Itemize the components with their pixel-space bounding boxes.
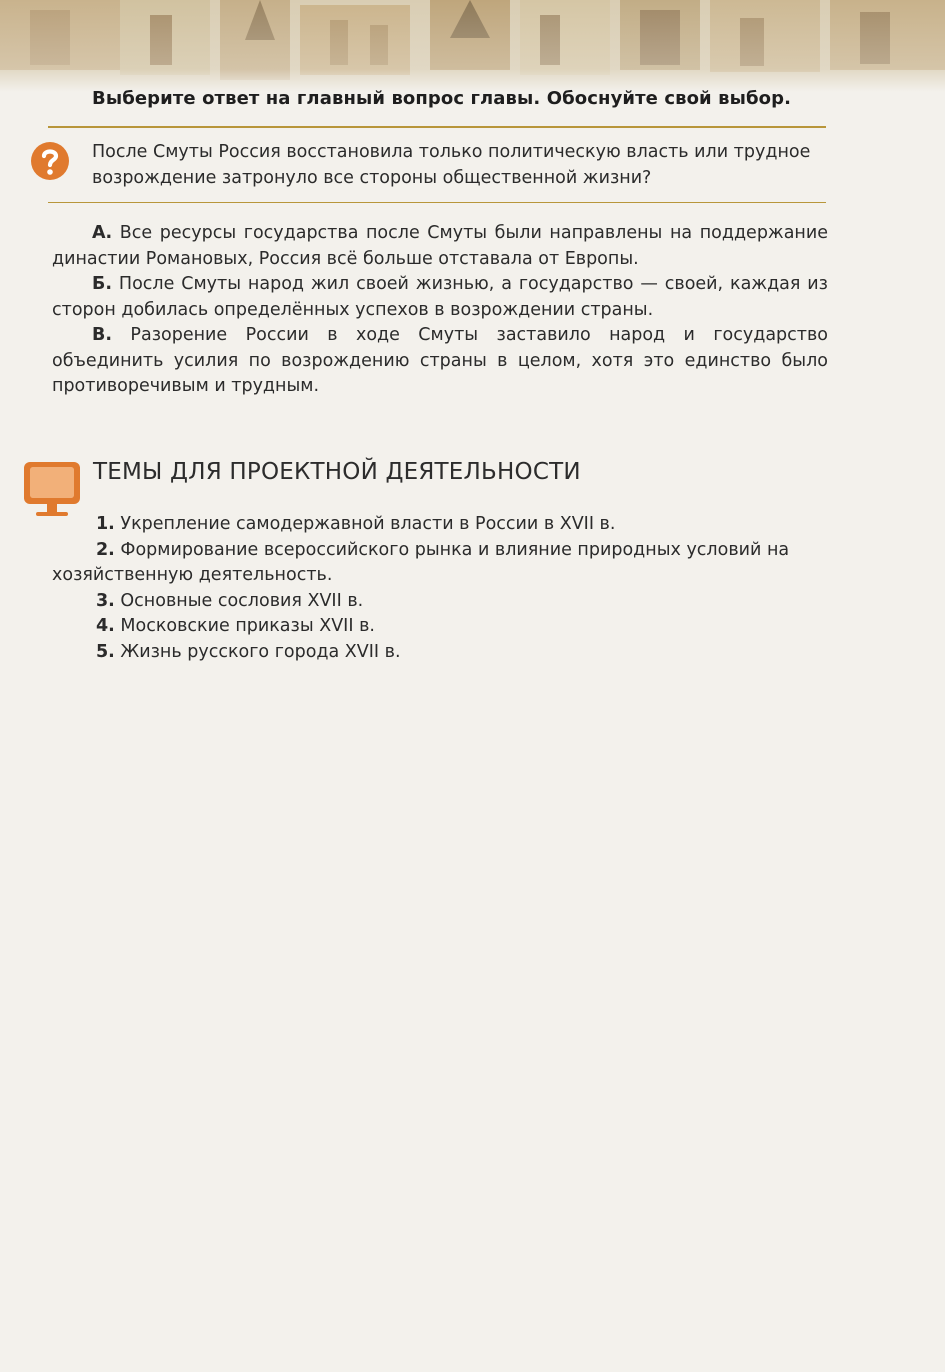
header-illustration xyxy=(0,0,945,92)
project-topics-title: ТЕМЫ ДЛЯ ПРОЕКТНОЙ ДЕЯТЕЛЬНОСТИ xyxy=(93,459,581,485)
option-text: Все ресурсы государства после Смуты были направлены на поддержание династии Романовых, Россия всё больше отставала от Европы. xyxy=(52,223,828,269)
option-text: После Смуты народ жил своей жизнью, а государство — своей, каждая из сторон добилась определённых успехов в возрождении страны. xyxy=(52,274,828,320)
bottom-divider xyxy=(48,202,826,203)
answer-option-b xyxy=(52,272,828,323)
question-mark-icon xyxy=(30,141,70,181)
item-number: 4. xyxy=(96,616,115,636)
chapter-question-instruction: Выберите ответ на главный вопрос главы. Обоснуйте свой выбор. xyxy=(92,88,792,109)
list-item xyxy=(52,589,828,615)
answer-options xyxy=(52,221,828,400)
option-letter: Б. xyxy=(92,274,112,294)
item-text: Московские приказы XVII в. xyxy=(120,616,375,636)
item-number: 3. xyxy=(96,590,115,611)
item-text: Формирование всероссийского рынка и влияние природных условий на хозяйственную деятельность. xyxy=(52,539,790,585)
list-item xyxy=(52,614,828,640)
item-number: 2. xyxy=(96,539,115,560)
list-item xyxy=(52,538,828,589)
monitor-icon xyxy=(20,458,82,520)
option-text: Разорение России в ходе Смуты заставило народ и государство объединить усилия по возрождению страны в целом, хотя это единство было противоречивым и трудным. xyxy=(52,325,828,396)
list-item xyxy=(52,512,828,538)
item-text: Жизнь русского города XVII в. xyxy=(120,641,401,662)
top-divider xyxy=(48,126,826,128)
option-letter: В. xyxy=(92,325,112,345)
item-number: 1. xyxy=(96,514,115,534)
answer-option-v xyxy=(52,323,828,400)
answer-option-a xyxy=(52,221,828,272)
item-text: Укрепление самодержавной власти в России в XVII в. xyxy=(120,514,616,534)
main-question: После Смуты Россия восстановила только политическую власть или трудное возрождение затронуло все стороны общественной жизни? xyxy=(92,142,811,188)
project-topics-list xyxy=(52,512,828,665)
list-item xyxy=(52,640,828,666)
item-text: Основные сословия XVII в. xyxy=(120,590,364,611)
option-letter: А. xyxy=(92,223,113,243)
item-number: 5. xyxy=(96,641,115,662)
